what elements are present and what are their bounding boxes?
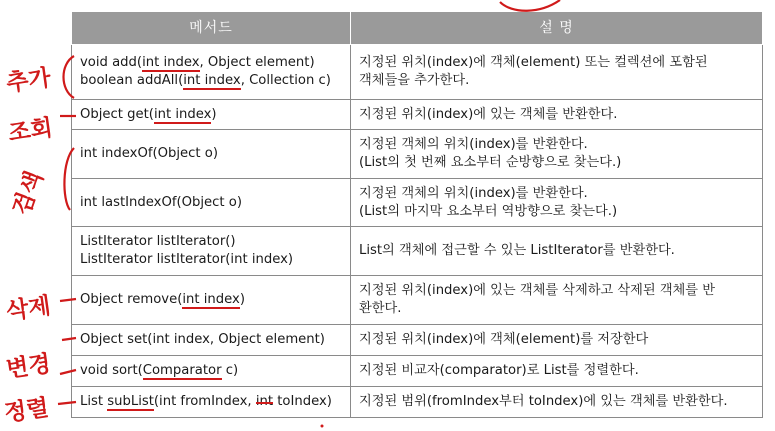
table-row bbox=[72, 100, 763, 130]
description-line: List의 객체에 접근할 수 있는 ListIterator를 반환한다. bbox=[359, 243, 675, 258]
description-cell bbox=[351, 325, 763, 356]
method-text: ) bbox=[211, 106, 217, 122]
handwritten-note-add: 추가 bbox=[4, 64, 53, 97]
description-line: 지정된 위치(index)에 있는 객체를 삭제하고 삭제된 객체를 반 bbox=[359, 283, 715, 298]
description-cell bbox=[351, 130, 763, 179]
method-text: Object set(int index, Object element) bbox=[80, 332, 325, 347]
table-row bbox=[72, 130, 763, 179]
list-methods-table bbox=[71, 11, 763, 418]
method-line bbox=[80, 331, 342, 349]
description-cell bbox=[351, 45, 763, 100]
method-cell bbox=[72, 387, 351, 418]
handwritten-note-remove: 삭제 bbox=[4, 292, 53, 325]
table-row bbox=[72, 45, 763, 100]
handwritten-note-search: 검색 bbox=[7, 167, 49, 219]
table-row bbox=[72, 227, 763, 276]
method-cell bbox=[72, 325, 351, 356]
description-cell bbox=[351, 100, 763, 130]
method-cell bbox=[72, 130, 351, 179]
method-cell bbox=[72, 45, 351, 100]
underlined-text: subList bbox=[107, 394, 154, 409]
method-cell bbox=[72, 276, 351, 325]
method-line bbox=[80, 233, 342, 251]
method-line bbox=[80, 251, 342, 269]
description-cell bbox=[351, 356, 763, 387]
method-text: ListIterator listIterator() bbox=[80, 234, 236, 249]
method-line bbox=[80, 393, 342, 411]
method-cell bbox=[72, 227, 351, 276]
header-description: 설 명 bbox=[351, 12, 763, 45]
method-text: c) bbox=[221, 363, 239, 378]
header-row bbox=[72, 12, 763, 45]
table-row bbox=[72, 387, 763, 418]
handwritten-note-set: 변경 bbox=[4, 350, 53, 383]
method-line bbox=[80, 72, 342, 90]
handwritten-note-read: 조회 bbox=[6, 114, 55, 147]
method-line bbox=[80, 145, 342, 163]
description-cell bbox=[351, 276, 763, 325]
description-line: 객체들을 추가한다. bbox=[359, 73, 470, 88]
method-text: int lastIndexOf(Object o) bbox=[80, 194, 242, 210]
method-line bbox=[80, 194, 342, 212]
method-text: Object remove( bbox=[80, 292, 183, 307]
description-line: 환한다. bbox=[359, 301, 402, 316]
method-line bbox=[80, 362, 342, 380]
underlined-text: int index bbox=[183, 73, 241, 88]
method-text: , Object element) bbox=[199, 55, 315, 70]
method-text: Object get( bbox=[80, 106, 154, 122]
underlined-text: int index bbox=[153, 106, 212, 122]
description-line: 지정된 비교자(comparator)로 List를 정렬한다. bbox=[359, 363, 639, 378]
description-line: (List의 첫 번째 요소부터 순방향으로 찾는다.) bbox=[359, 155, 622, 170]
header-method: 메서드 bbox=[72, 12, 351, 45]
table-row bbox=[72, 179, 763, 227]
underlined-text: Comparator bbox=[142, 363, 222, 378]
method-text: boolean addAll( bbox=[80, 73, 184, 88]
method-text: ) bbox=[239, 292, 245, 307]
description-line: 지정된 위치(index)에 객체(element)를 저장한다 bbox=[359, 332, 649, 347]
table-row bbox=[72, 356, 763, 387]
underlined-text: int index bbox=[142, 55, 200, 70]
red-dot bbox=[321, 425, 324, 428]
underlined-text: int index bbox=[182, 292, 240, 307]
method-line bbox=[80, 291, 342, 309]
table-row bbox=[72, 276, 763, 325]
method-text: , Collection c) bbox=[240, 73, 331, 88]
method-text: int indexOf(Object o) bbox=[80, 146, 218, 161]
method-line bbox=[80, 106, 342, 124]
description-line: 지정된 객체의 위치(index)를 반환한다. bbox=[359, 137, 588, 152]
description-cell bbox=[351, 387, 763, 418]
method-text: void sort( bbox=[80, 363, 143, 378]
table-row bbox=[72, 325, 763, 356]
description-line: 지정된 객체의 위치(index)를 반환한다. bbox=[359, 185, 588, 201]
method-text: void add( bbox=[80, 55, 143, 70]
handwritten-note-sort: 정렬 bbox=[2, 394, 51, 427]
description-line: 지정된 위치(index)에 있는 객체를 반환한다. bbox=[359, 106, 618, 122]
method-text: (int fromIndex, int toIndex) bbox=[153, 394, 332, 409]
top-curve bbox=[500, 0, 560, 11]
description-line: 지정된 범위(fromIndex부터 toIndex)에 있는 객체를 반환한다. bbox=[359, 394, 728, 409]
method-text: List bbox=[80, 394, 108, 409]
description-line: (List의 마지막 요소부터 역방향으로 찾는다.) bbox=[359, 203, 618, 219]
method-line bbox=[80, 54, 342, 72]
method-cell bbox=[72, 100, 351, 130]
description-line: 지정된 위치(index)에 객체(element) 또는 컬렉션에 포함된 bbox=[359, 55, 708, 70]
description-cell bbox=[351, 227, 763, 276]
description-cell bbox=[351, 179, 763, 227]
struck-text: int bbox=[255, 394, 274, 409]
method-cell bbox=[72, 179, 351, 227]
method-cell bbox=[72, 356, 351, 387]
method-text: ListIterator listIterator(int index) bbox=[80, 252, 294, 267]
